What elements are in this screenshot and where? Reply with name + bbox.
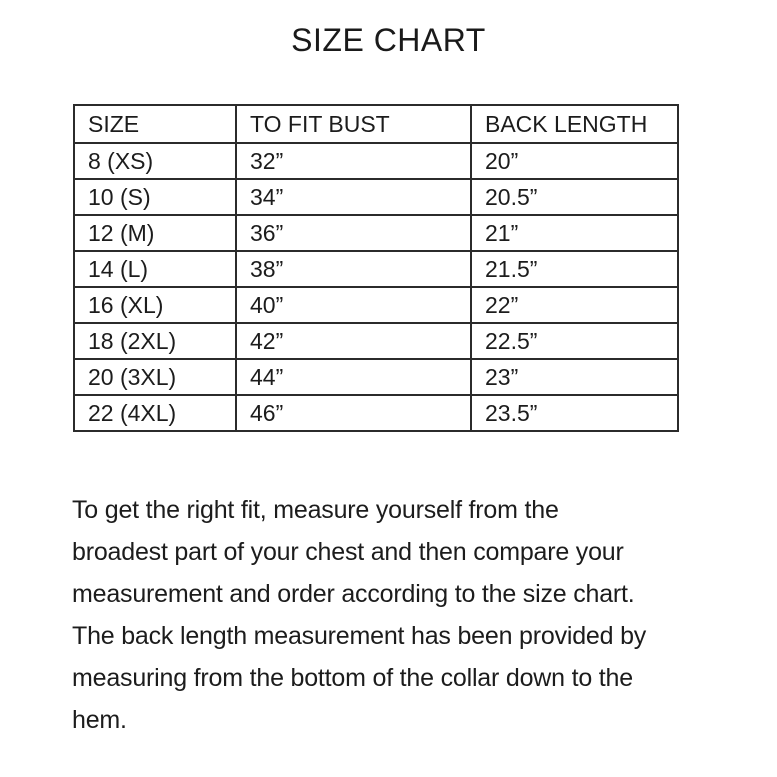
bust-cell: 32” bbox=[236, 143, 471, 179]
size-cell: 10 (S) bbox=[74, 179, 236, 215]
table-row bbox=[74, 323, 678, 359]
size-cell: 12 (M) bbox=[74, 215, 236, 251]
bust-cell: 42” bbox=[236, 323, 471, 359]
text-line: broadest part of your chest and then compare your bbox=[72, 538, 624, 566]
bust-cell: 40” bbox=[236, 287, 471, 323]
table-row bbox=[74, 287, 678, 323]
back-length-cell: 22.5” bbox=[471, 323, 678, 359]
bust-cell: 38” bbox=[236, 251, 471, 287]
table-row bbox=[74, 215, 678, 251]
back-length-cell: 21” bbox=[471, 215, 678, 251]
table-row bbox=[74, 179, 678, 215]
size-cell: 14 (L) bbox=[74, 251, 236, 287]
bust-cell: 34” bbox=[236, 179, 471, 215]
back-length-cell: 22” bbox=[471, 287, 678, 323]
text-line: measuring from the bottom of the collar down to the bbox=[72, 664, 633, 692]
table-row bbox=[74, 143, 678, 179]
size-cell: 8 (XS) bbox=[74, 143, 236, 179]
table-row bbox=[74, 395, 678, 431]
text-line: To get the right fit, measure yourself from the bbox=[72, 496, 559, 524]
size-chart-table bbox=[73, 104, 679, 432]
size-cell: 22 (4XL) bbox=[74, 395, 236, 431]
back-length-cell: 21.5” bbox=[471, 251, 678, 287]
text-line: hem. bbox=[72, 706, 127, 734]
header-cell-size: SIZE bbox=[74, 105, 236, 143]
bust-cell: 46” bbox=[236, 395, 471, 431]
text-line: measurement and order according to the size chart. bbox=[72, 580, 635, 608]
table-header-row bbox=[74, 105, 678, 143]
back-length-cell: 20” bbox=[471, 143, 678, 179]
bust-cell: 36” bbox=[236, 215, 471, 251]
header-cell-to-fit-bust: TO FIT BUST bbox=[236, 105, 471, 143]
table-row bbox=[74, 251, 678, 287]
back-length-cell: 20.5” bbox=[471, 179, 678, 215]
size-cell: 16 (XL) bbox=[74, 287, 236, 323]
size-cell: 20 (3XL) bbox=[74, 359, 236, 395]
back-length-cell: 23” bbox=[471, 359, 678, 395]
text-line: The back length measurement has been provided by bbox=[72, 622, 647, 650]
fit-instructions bbox=[72, 489, 646, 741]
table-row bbox=[74, 359, 678, 395]
page-title: SIZE CHART bbox=[291, 22, 486, 58]
size-cell: 18 (2XL) bbox=[74, 323, 236, 359]
bust-cell: 44” bbox=[236, 359, 471, 395]
header-cell-back-length: BACK LENGTH bbox=[471, 105, 678, 143]
back-length-cell: 23.5” bbox=[471, 395, 678, 431]
